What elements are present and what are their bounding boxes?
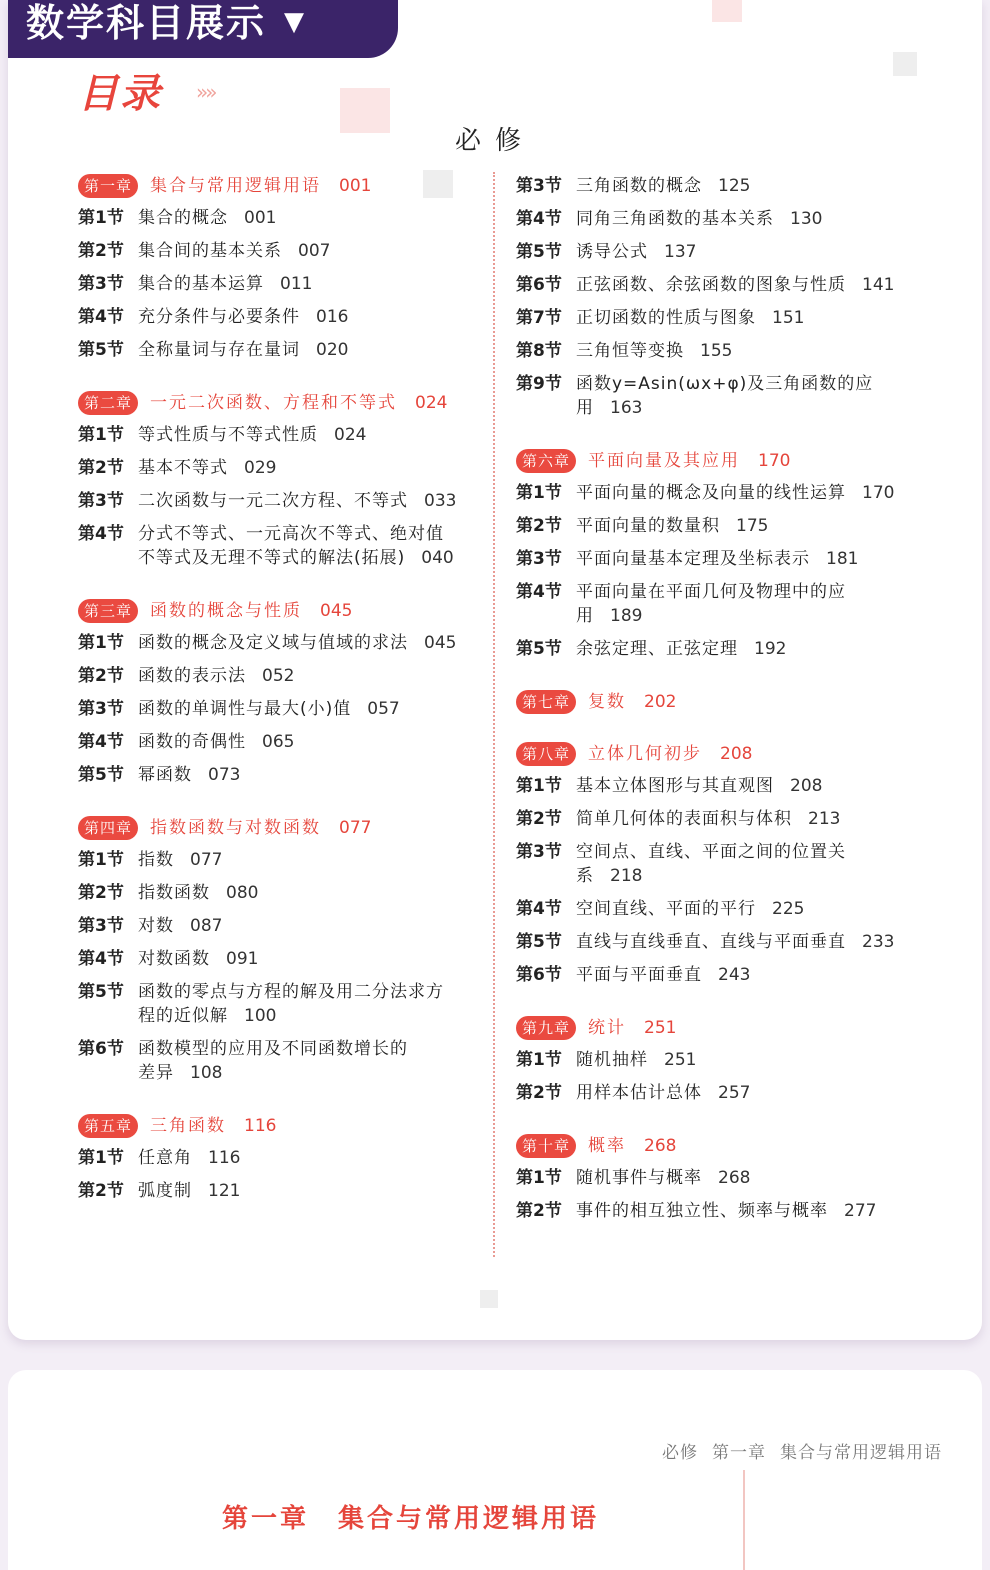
section-title-text: 函数的概念及定义域与值域的求法	[138, 633, 408, 653]
section-page-number: 243	[718, 965, 751, 985]
running-head-part: 集合与常用逻辑用语	[780, 1443, 942, 1463]
subject-title: 数学科目展示	[26, 1, 267, 45]
section-number: 第5节	[78, 340, 124, 360]
chapter-page-number: 170	[758, 451, 791, 471]
chapter-badge: 第一章	[78, 174, 138, 198]
column-divider	[493, 172, 495, 1257]
section-entry[interactable]	[516, 510, 916, 543]
chapter-title: 三角函数	[150, 1116, 227, 1136]
section-entry[interactable]	[516, 368, 916, 425]
section-entry[interactable]	[78, 235, 478, 268]
section-page-number: 100	[244, 1006, 277, 1026]
section-page-number: 233	[862, 932, 895, 952]
chapter-page-number: 268	[644, 1136, 677, 1156]
running-head	[648, 1438, 942, 1463]
section-title-text: 集合间的基本关系	[138, 241, 282, 261]
section-entry[interactable]	[516, 236, 916, 269]
section-entry[interactable]	[78, 693, 478, 726]
section-page-number: 218	[610, 866, 643, 886]
chapter-entry[interactable]	[78, 812, 478, 844]
section-title-text: 平面向量基本定理及坐标表示	[576, 549, 810, 569]
chapter-badge: 第二章	[78, 391, 138, 415]
toc-heading: 目录	[78, 71, 162, 117]
section-number: 第8节	[516, 341, 562, 361]
section-number: 第4节	[516, 209, 562, 229]
section-page-number: 040	[421, 548, 454, 568]
section-number: 第5节	[78, 765, 124, 785]
section-title-text: 函数模型的应用及不同函数增长的	[138, 1039, 408, 1059]
section-number: 第1节	[78, 850, 124, 870]
section-number: 第1节	[78, 425, 124, 445]
section-entry[interactable]	[516, 770, 916, 803]
section-title-text: 对数函数	[138, 949, 210, 969]
section-page-number: 001	[244, 208, 277, 228]
section-page-number: 130	[790, 209, 823, 229]
chapter-page-number: 024	[415, 393, 448, 413]
section-entry[interactable]	[516, 170, 916, 203]
section-page-number: 251	[664, 1050, 697, 1070]
section-entry[interactable]	[78, 1175, 478, 1208]
section-entry[interactable]	[516, 269, 916, 302]
section-title-text: 任意角	[138, 1148, 192, 1168]
section-page-number: 116	[208, 1148, 241, 1168]
section-title-text: 平面向量的概念及向量的线性运算	[576, 483, 846, 503]
section-title-text: 函数的零点与方程的解及用二分法求方	[138, 982, 444, 1002]
section-title-text: 指数	[138, 850, 174, 870]
section-entry[interactable]	[78, 202, 478, 235]
section-title-text: 用样本估计总体	[576, 1083, 702, 1103]
chapter-badge: 第五章	[78, 1114, 138, 1138]
section-title-text: 诱导公式	[576, 242, 648, 262]
section-page-number: 121	[208, 1181, 241, 1201]
section-entry[interactable]	[516, 633, 916, 666]
chapter-title: 平面向量及其应用	[588, 451, 741, 471]
section-number: 第2节	[78, 458, 124, 478]
section-page-number: 181	[826, 549, 859, 569]
chapter-badge: 第四章	[78, 816, 138, 840]
section-title-text: 全称量词与存在量词	[138, 340, 300, 360]
section-number: 第4节	[516, 899, 562, 919]
section-entry[interactable]	[78, 1033, 478, 1090]
spacer	[78, 575, 478, 595]
section-entry[interactable]	[78, 844, 478, 877]
section-page-number: 087	[190, 916, 223, 936]
section-number: 第3节	[78, 916, 124, 936]
spacer	[516, 666, 916, 686]
spacer	[516, 992, 916, 1012]
section-number: 第9节	[516, 374, 562, 394]
section-title-text: 弧度制	[138, 1181, 192, 1201]
section-number: 第6节	[516, 965, 562, 985]
section-title-text: 空间点、直线、平面之间的位置关	[576, 842, 846, 862]
section-number: 第4节	[78, 307, 124, 327]
section-title-text: 幂函数	[138, 765, 192, 785]
chapter-badge: 第七章	[516, 690, 576, 714]
section-entry[interactable]	[78, 976, 478, 1033]
section-number: 第2节	[78, 1181, 124, 1201]
section-page-number: 257	[718, 1083, 751, 1103]
section-page-number: 163	[610, 398, 643, 418]
section-number: 第2节	[516, 809, 562, 829]
section-title-text: 集合的基本运算	[138, 274, 264, 294]
section-entry[interactable]	[516, 335, 916, 368]
section-entry[interactable]	[78, 877, 478, 910]
chapter-title: 概率	[588, 1136, 627, 1156]
section-page-number: 091	[226, 949, 259, 969]
chapter-heading: 第一章 集合与常用逻辑用语	[222, 1504, 600, 1534]
section-entry[interactable]	[516, 1162, 916, 1195]
chapter-badge: 第九章	[516, 1016, 576, 1040]
section-title-text: 平面与平面垂直	[576, 965, 702, 985]
section-number: 第1节	[516, 776, 562, 796]
section-title-text: 系	[576, 866, 594, 886]
section-entry[interactable]	[78, 268, 478, 301]
section-title-text: 平面向量的数量积	[576, 516, 720, 536]
section-title-text: 二次函数与一元二次方程、不等式	[138, 491, 408, 511]
section-entry[interactable]	[516, 1044, 916, 1077]
section-page-number: 125	[718, 176, 751, 196]
section-entry[interactable]	[78, 726, 478, 759]
spacer	[78, 1090, 478, 1110]
section-number: 第3节	[516, 176, 562, 196]
section-title-text: 事件的相互独立性、频率与概率	[576, 1201, 828, 1221]
section-title-text: 用	[576, 398, 594, 418]
section-entry[interactable]	[516, 959, 916, 992]
chapter-page-number: 001	[339, 176, 372, 196]
section-page-number: 213	[808, 809, 841, 829]
section-title-text: 随机抽样	[576, 1050, 648, 1070]
chapter-entry[interactable]	[78, 595, 478, 627]
section-entry[interactable]	[78, 759, 478, 792]
section-entry[interactable]	[516, 302, 916, 335]
chapter-page-number: 202	[644, 692, 677, 712]
section-number: 第2节	[78, 883, 124, 903]
section-number: 第6节	[516, 275, 562, 295]
section-entry[interactable]	[78, 452, 478, 485]
section-title-text: 平面向量在平面几何及物理中的应	[576, 582, 846, 602]
section-page-number: 016	[316, 307, 349, 327]
decorative-square	[893, 52, 917, 76]
section-number: 第4节	[78, 949, 124, 969]
decorative-line	[743, 1470, 745, 1570]
chapter-title: 复数	[588, 692, 627, 712]
section-title-continuation	[516, 396, 916, 420]
section-number: 第1节	[516, 483, 562, 503]
section-number: 第3节	[78, 699, 124, 719]
section-number: 第4节	[78, 524, 124, 544]
section-title-text: 基本立体图形与其直观图	[576, 776, 774, 796]
section-title-continuation	[516, 864, 916, 888]
section-number: 第2节	[78, 666, 124, 686]
section-page-number: 175	[736, 516, 769, 536]
section-title-text: 用	[576, 606, 594, 626]
section-page-number: 029	[244, 458, 277, 478]
section-title-text: 分式不等式、一元高次不等式、绝对值	[138, 524, 444, 544]
section-title-text: 差异	[138, 1063, 174, 1083]
section-title-continuation	[78, 1061, 478, 1085]
chapter-title: 集合与常用逻辑用语	[150, 176, 322, 196]
section-page-number: 057	[367, 699, 400, 719]
section-title-text: 简单几何体的表面积与体积	[576, 809, 792, 829]
chapter-entry[interactable]	[78, 170, 478, 202]
section-entry[interactable]	[516, 893, 916, 926]
section-page-number: 011	[280, 274, 313, 294]
section-entry[interactable]	[78, 485, 478, 518]
section-title: 必修	[454, 126, 535, 156]
section-title-text: 三角函数的概念	[576, 176, 702, 196]
section-entry[interactable]	[516, 1077, 916, 1110]
section-number: 第3节	[78, 274, 124, 294]
spacer	[78, 367, 478, 387]
chapter-page-number: 208	[720, 744, 753, 764]
section-page-number: 141	[862, 275, 895, 295]
section-title-text: 函数的表示法	[138, 666, 246, 686]
chapter-entry[interactable]	[516, 1012, 916, 1044]
section-number: 第5节	[516, 932, 562, 952]
section-title-text: 不等式及无理不等式的解法(拓展)	[138, 548, 406, 568]
section-number: 第3节	[516, 549, 562, 569]
section-page-number: 155	[700, 341, 733, 361]
section-title-text: 指数函数	[138, 883, 210, 903]
section-number: 第5节	[516, 242, 562, 262]
section-page-number: 189	[610, 606, 643, 626]
section-entry[interactable]	[78, 1142, 478, 1175]
spacer	[516, 425, 916, 445]
section-page-number: 080	[226, 883, 259, 903]
section-entry[interactable]	[516, 803, 916, 836]
section-page-number: 277	[844, 1201, 877, 1221]
section-number: 第1节	[78, 633, 124, 653]
section-number: 第5节	[78, 982, 124, 1002]
section-number: 第1节	[78, 1148, 124, 1168]
section-number: 第3节	[78, 491, 124, 511]
chapter-entry[interactable]	[516, 738, 916, 770]
chapter-entry[interactable]	[516, 1130, 916, 1162]
section-page-number: 065	[262, 732, 295, 752]
section-page-number: 033	[424, 491, 457, 511]
section-entry[interactable]	[78, 334, 478, 367]
section-page-number: 052	[262, 666, 295, 686]
section-number: 第1节	[78, 208, 124, 228]
section-page-number: 137	[664, 242, 697, 262]
section-number: 第3节	[516, 842, 562, 862]
section-page-number: 108	[190, 1063, 223, 1083]
section-entry[interactable]	[516, 576, 916, 633]
chapter-title: 一元二次函数、方程和不等式	[150, 393, 398, 413]
chapter-badge: 第十章	[516, 1134, 576, 1158]
section-page-number: 170	[862, 483, 895, 503]
section-entry[interactable]	[516, 203, 916, 236]
section-number: 第1节	[516, 1050, 562, 1070]
chapter-badge: 第三章	[78, 599, 138, 623]
chapter-title: 统计	[588, 1018, 627, 1038]
spacer	[516, 718, 916, 738]
chapter-entry[interactable]	[78, 387, 478, 419]
chapter-page-number: 116	[244, 1116, 277, 1136]
section-page-number: 225	[772, 899, 805, 919]
section-title-text: 函数y=Asin(ωx+φ)及三角函数的应	[576, 374, 874, 394]
section-number: 第2节	[516, 1201, 562, 1221]
running-head-part: 第一章	[712, 1443, 766, 1463]
section-entry[interactable]	[78, 419, 478, 452]
section-title-continuation	[78, 1004, 478, 1028]
chapter-title: 函数的概念与性质	[150, 601, 303, 621]
section-title-text: 对数	[138, 916, 174, 936]
chapter-badge: 第八章	[516, 742, 576, 766]
section-number: 第6节	[78, 1039, 124, 1059]
section-entry[interactable]	[78, 943, 478, 976]
chapter-title: 立体几何初步	[588, 744, 703, 764]
section-page-number: 208	[790, 776, 823, 796]
section-title-text: 空间直线、平面的平行	[576, 899, 756, 919]
section-page-number: 268	[718, 1168, 751, 1188]
section-number: 第7节	[516, 308, 562, 328]
section-number: 第2节	[516, 1083, 562, 1103]
section-entry[interactable]	[516, 1195, 916, 1228]
section-page-number: 045	[424, 633, 457, 653]
chapter-badge: 第六章	[516, 449, 576, 473]
toc-right-column	[516, 170, 916, 1228]
section-title-text: 正切函数的性质与图象	[576, 308, 756, 328]
section-page-number: 020	[316, 340, 349, 360]
spacer	[516, 1110, 916, 1130]
chevron-down-icon: ▼	[284, 7, 307, 37]
section-entry[interactable]	[78, 518, 478, 575]
chapter-page-number: 251	[644, 1018, 677, 1038]
spacer	[78, 792, 478, 812]
decorative-square	[712, 0, 742, 22]
section-title-text: 充分条件与必要条件	[138, 307, 300, 327]
section-entry[interactable]	[78, 660, 478, 693]
section-entry[interactable]	[78, 627, 478, 660]
decorative-square	[480, 1290, 498, 1308]
section-title-text: 直线与直线垂直、直线与平面垂直	[576, 932, 846, 952]
section-entry[interactable]	[516, 926, 916, 959]
subject-dropdown[interactable]	[8, 0, 398, 58]
next-page-preview	[8, 1370, 982, 1570]
section-page-number: 024	[334, 425, 367, 445]
chapter-entry[interactable]	[516, 686, 916, 718]
section-page-number: 007	[298, 241, 331, 261]
section-title-text: 等式性质与不等式性质	[138, 425, 318, 445]
section-entry[interactable]	[78, 910, 478, 943]
section-title-text: 函数的单调性与最大(小)值	[138, 699, 352, 719]
section-entry[interactable]	[516, 477, 916, 510]
chapter-entry[interactable]	[78, 1110, 478, 1142]
section-title-text: 三角恒等变换	[576, 341, 684, 361]
section-title-text: 余弦定理、正弦定理	[576, 639, 738, 659]
section-page-number: 151	[772, 308, 805, 328]
section-number: 第1节	[516, 1168, 562, 1188]
section-number: 第2节	[516, 516, 562, 536]
section-title-text: 程的近似解	[138, 1006, 228, 1026]
section-title-text: 同角三角函数的基本关系	[576, 209, 774, 229]
section-title-continuation	[78, 546, 478, 570]
section-title-text: 随机事件与概率	[576, 1168, 702, 1188]
chapter-entry[interactable]	[516, 445, 916, 477]
double-chevron-icon: »»	[196, 80, 215, 104]
section-number: 第5节	[516, 639, 562, 659]
section-entry[interactable]	[78, 301, 478, 334]
chapter-page-number: 077	[339, 818, 372, 838]
section-number: 第4节	[78, 732, 124, 752]
running-head-part: 必修	[662, 1443, 698, 1463]
section-entry[interactable]	[516, 543, 916, 576]
section-title-text: 集合的概念	[138, 208, 228, 228]
section-title-text: 基本不等式	[138, 458, 228, 478]
section-entry[interactable]	[516, 836, 916, 893]
chapter-page-number: 045	[320, 601, 353, 621]
section-number: 第4节	[516, 582, 562, 602]
section-page-number: 077	[190, 850, 223, 870]
section-number: 第2节	[78, 241, 124, 261]
section-page-number: 073	[208, 765, 241, 785]
section-title-text: 正弦函数、余弦函数的图象与性质	[576, 275, 846, 295]
section-page-number: 192	[754, 639, 787, 659]
section-title-continuation	[516, 604, 916, 628]
section-title-text: 函数的奇偶性	[138, 732, 246, 752]
chapter-title: 指数函数与对数函数	[150, 818, 322, 838]
toc-left-column	[78, 170, 478, 1208]
